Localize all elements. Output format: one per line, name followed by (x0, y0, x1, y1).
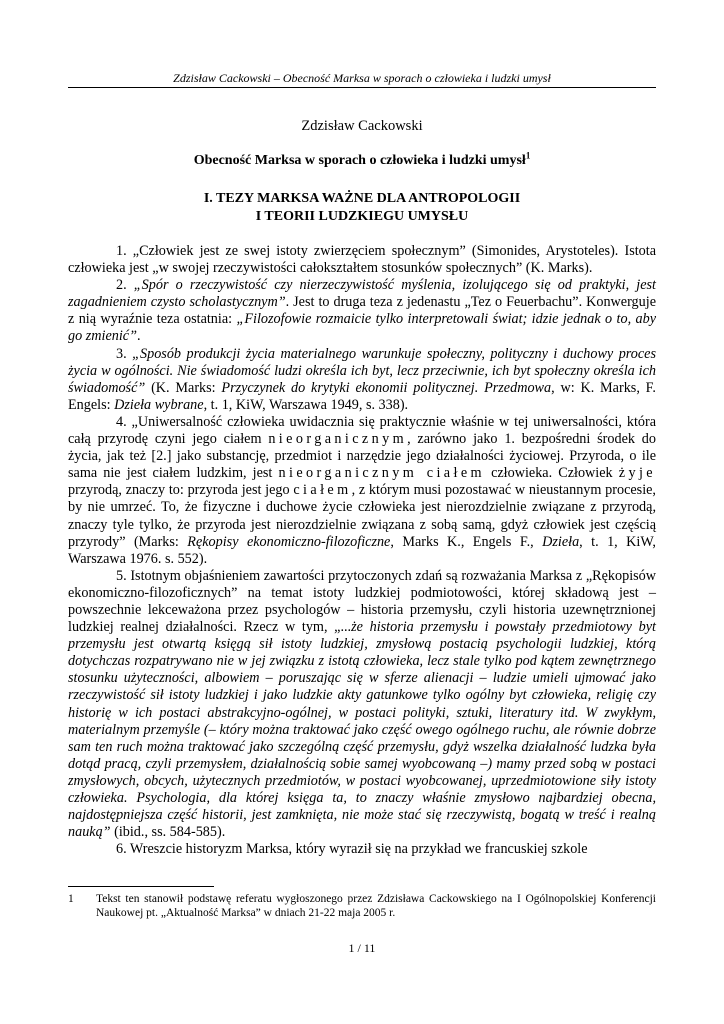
quote-thesis-2: „Spór o rzeczywistość czy nierzeczywistość myślenia, izolującego się od praktyki, jest zagadnieniem czysto scholastycznym” (68, 277, 657, 311)
paragraph-2 (68, 277, 656, 345)
footnote-rule (68, 886, 214, 887)
paragraph-5-text: 5. Istotnym objaśnieniem zawartości przytoczonych zdań są rozważania Marksa z „Rękopisów ekonomiczno-filozoficznych” na temat istoty ludzkiej podmiotowości, której składową jest – powszechnie lekceważona przez psychologów – historia przemysłu, czyli historia uzewnętrznionej ludzkiej realnej działalności. Rzecz w tym, „... (68, 567, 656, 636)
quote-thesis-11: „Filozofowie rozmaicie tylko interpretowali świat; idzie jednak o to, aby go zmienić” (68, 311, 656, 345)
paragraph-4-text-2: , zarówno jako 1. bezpośredni środek do życia, jak też [2.] jako substancję, przedmiot i narzędzie jego działalności życiowej. Przyroda, o ile sama nie jest ciałem ludzkim, jest (68, 431, 656, 482)
article-title (68, 152, 656, 170)
spaced-words-nieorganicznym-cialem: nieorganicznym ciałem (278, 465, 485, 482)
citation-title-dziela-wybrane: Dzieła wybrane (114, 396, 204, 413)
spaced-word-cialem: ciałem (293, 482, 352, 499)
paragraph-4-end: , t. 1, KiW, Warszawa 1976. s. 552). (68, 533, 656, 567)
paragraph-4 (68, 414, 656, 568)
author-name: Zdzisław Cackowski (301, 118, 423, 134)
paragraph-2-text: . Jest to druga teza z jedenastu „Tez o Feuerbachu”. Konwerguje z nią wyraźnie teza ostatnia: (68, 294, 656, 328)
paragraph-4-text-4: przyrodą, znaczy to: przyroda jest jego (68, 482, 294, 499)
paragraph-4-text-6: , Marks K., Engels F., (390, 533, 543, 550)
paragraph-4-text-3: człowieka. Człowiek (484, 465, 619, 482)
paragraph-3-end: , t. 1, KiW, Warszawa 1949, s. 338). (203, 396, 409, 413)
paragraph-4-text: 4. „Uniwersalność człowieka uwidacznia się praktycznie właśnie w tej uniwersalności, która całą przyrodę czyni jego ciałem (68, 413, 656, 448)
paragraph-4-text-5: , z którym musi pozostawać w nieustannym procesie, by nie umrzeć. To, że fizyczne i duchowe życie człowieka jest nierozdzielnie związane z przyrodą, znaczy tyle tylko, że przyroda jest nierozdzielnie związana z sobą samą, gdyż człowiek jest częścią przyrody” (Marks: (68, 482, 656, 550)
citation-title-przyczynek: Przyczynek do krytyki ekonomii politycznej. Przedmowa (221, 379, 552, 396)
section-heading-line-2: I TEORII LUDZKIEGU UMYSŁU (255, 209, 469, 224)
footnote-number: 1 (68, 893, 74, 905)
header-rule (68, 87, 656, 88)
quote-history-of-industry: że historia przemysłu i powstały przedmiotowy byt przemysłu jest otwartą księgą sił istoty ludzkiej, zmysłową postacią psychologii ludzkiej, którą dotychczas rozpatrywano nie w jej związku z istotą człowieka, lecz stale tylko pod kątem zewnętrznego stosunku użyteczności, albowiem – poruszając się w sferze alienacji – ludzie umieli ujmować jako rzeczywistość sił istoty ludzkiej i jako ludzkie akty gatunkowe tylko ogólny byt człowieka, religię czy historię w ich postaci abstrakcyjno-ogólnej, w postaci polityki, sztuki, literatury itd. W zwykłym, materialnym przemyśle (– który można traktować jako część owego ogólnego ruchu, ale równie dobrze sam ten ruch można traktować jako szczególną część przemysłu, gdyż wszelka działalność ludzka była dotąd pracą, czyli przemysłem, działalnością sobie samej wyobcowaną –) mamy przed sobą w postaci zmysłowych, obcych, użytecznych przedmiotów, w postaci wyobcowanej, uprzedmiotowione siły istoty człowieka. Psychologia, dla której księga ta, to znaczy właśnie zmysłowo najbardziej obecna, najdostępniejsza część historii, jest zamknięta, nie może stać się rzeczywistą, bogatą w treść i realną nauką” (68, 619, 656, 841)
article-title-text: Obecność Marksa w sporach o człowieka i ludzki umysł (193, 153, 526, 168)
paragraph-3-number: 3. (116, 345, 133, 362)
citation-title-rekopisy: Rękopisy ekonomiczno-filozoficzne (187, 533, 391, 550)
paragraph-3-text-2: , w: K. Marks, F. Engels: (68, 379, 656, 413)
footnote (68, 892, 656, 920)
running-header: Zdzisław Cackowski – Obecność Marksa w sporach o człowieka i ludzki umysł (173, 71, 551, 85)
paragraph-3 (68, 346, 656, 414)
paragraph-6-text: 6. Wreszcie historyzm Marksa, który wyraził się na przykład we francuskiej szkole (116, 841, 588, 858)
body-text (68, 243, 656, 858)
paragraph-1-text: 1. „Człowiek jest ze swej istoty zwierzęciem społecznym” (Simonides, Arystoteles). Istota człowieka jest „w swojej rzeczywistości całokształtem stosunków społecznych” (K. Marks). (68, 243, 656, 277)
paragraph-2-end: . (136, 328, 141, 345)
section-heading-line-1: I. TEZY MARKSA WAŻNE DLA ANTROPOLOGII (203, 191, 521, 206)
footnote-text: Tekst ten stanowił podstawę referatu wygłoszonego przez Zdzisława Cackowskiego na I Ogólnopolskiej Konferencji Naukowej pt. „Aktualność Marksa” w dniach 21-22 maja 2005 r. (96, 893, 656, 919)
page-number: 1 / 11 (348, 941, 376, 955)
paragraph-6 (68, 841, 656, 858)
paragraph-5 (68, 568, 656, 842)
paragraph-1 (68, 243, 656, 277)
citation-title-dziela: Dzieła (542, 533, 580, 550)
paragraph-3-text: (K. Marks: (145, 379, 222, 396)
paragraph-2-number: 2. (116, 277, 134, 294)
spaced-word-zyje: żyje (618, 465, 656, 482)
spaced-word-nieorganicznym: nieorganicznym (268, 431, 408, 448)
footnote-reference[interactable]: 1 (525, 150, 531, 161)
paragraph-5-end: (ibid., ss. 584-585). (110, 824, 226, 841)
section-heading (68, 190, 656, 226)
quote-production: „Sposób produkcji życia materialnego warunkuje społeczny, polityczny i duchowy proces życia w ogólności. Nie świadomość ludzi określa ich byt, lecz przeciwnie, ich byt społeczny określa ich świadomość” (68, 345, 656, 396)
